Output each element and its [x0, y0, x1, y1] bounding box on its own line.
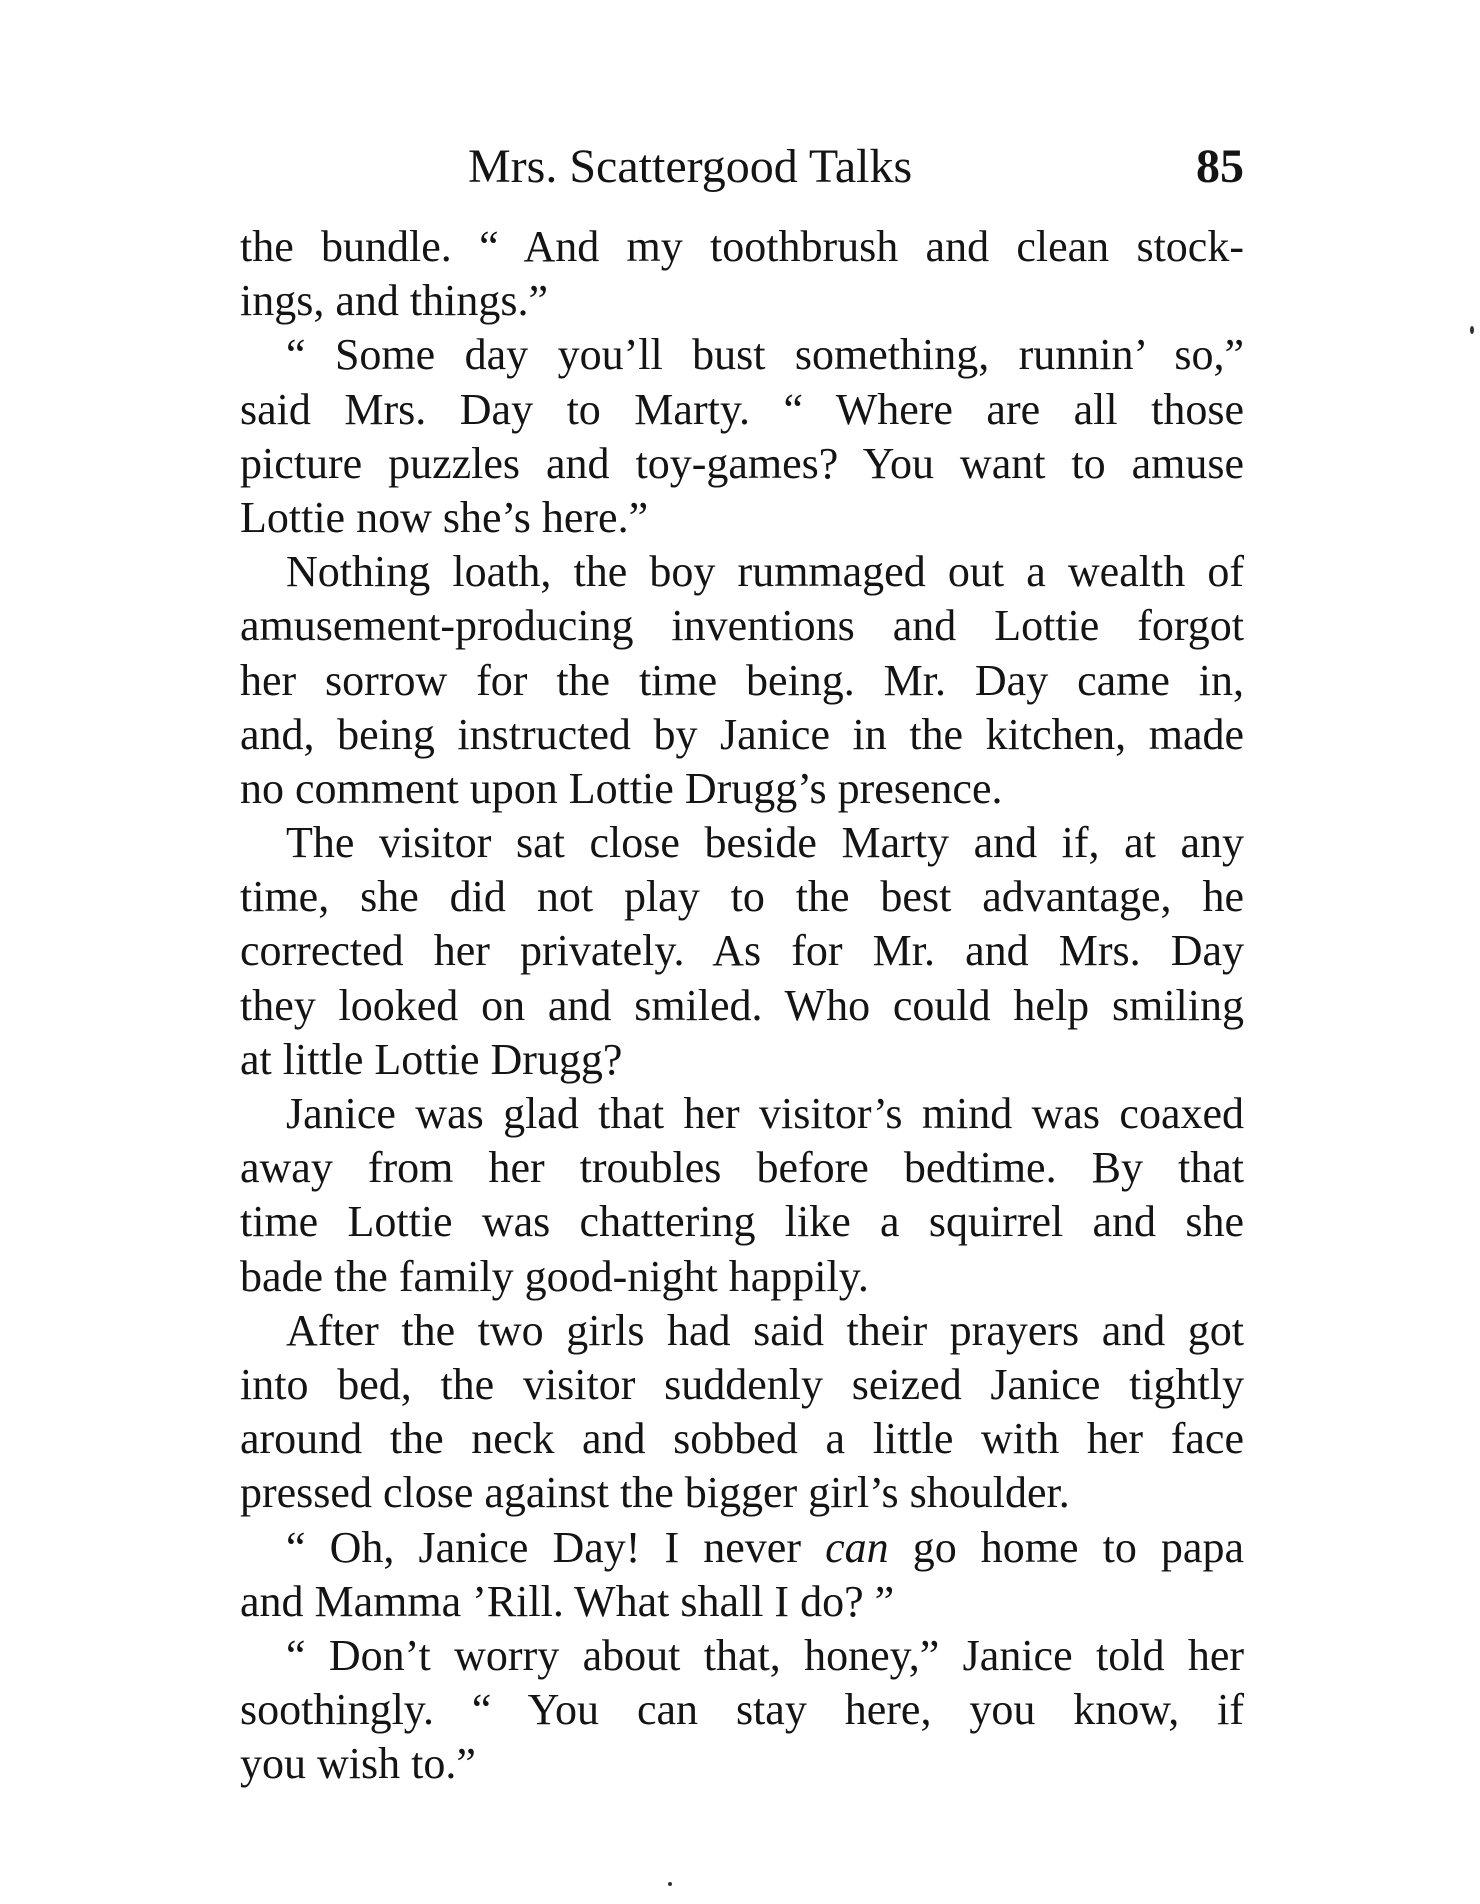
text-line: “ Don’t worry about that, honey,” Janice told her [286, 1630, 1244, 1680]
text-line: you wish to.” [240, 1739, 476, 1789]
text-line: around the neck and sobbed a little with her face [240, 1414, 1244, 1464]
text-line: her sorrow for the time being. Mr. Day came in, [240, 655, 1244, 705]
text-line: amusement-producing inventions and Lottie forgot [240, 601, 1244, 651]
body-text [240, 220, 1244, 1791]
scan-speck [1470, 326, 1474, 334]
text-line: “ Some day you’ll bust something, runnin’ so,” [286, 330, 1244, 380]
text-line: After the two girls had said their prayers and got [286, 1305, 1244, 1355]
text-line: Nothing loath, the boy rummaged out a wealth of [286, 547, 1244, 597]
text-line: The visitor sat close beside Marty and if, at any [286, 818, 1244, 868]
text-line: bade the family good-night happily. [240, 1251, 869, 1301]
running-head [240, 132, 1244, 202]
text-line: said Mrs. Day to Marty. “ Where are all those [240, 384, 1244, 434]
text-line: ings, and things.” [240, 276, 548, 326]
text-line: Janice was glad that her visitor’s mind was coaxed [286, 1089, 1244, 1138]
text-line: and, being instructed by Janice in the kitchen, made [240, 709, 1244, 759]
text-line: Lottie now she’s here.” [240, 492, 649, 542]
scan-speck [668, 1882, 672, 1886]
text-line: into bed, the visitor suddenly seized Janice tightly [240, 1359, 1244, 1409]
page-number: 85 [1196, 140, 1244, 193]
text-line: soothingly. “ You can stay here, you know, if [240, 1685, 1244, 1735]
running-title: Mrs. Scattergood Talks [468, 140, 913, 193]
emphasis: can [825, 1522, 889, 1572]
text-line: at little Lottie Drugg? [240, 1034, 623, 1084]
text-line: “ Oh, Janice Day! I never can go home to papa [286, 1522, 1244, 1572]
text-line: time Lottie was chattering like a squirrel and she [240, 1197, 1244, 1247]
text-line: pressed close against the bigger girl’s shoulder. [240, 1468, 1070, 1518]
text-line: the bundle. “ And my toothbrush and clean stock- [240, 222, 1244, 271]
text-line: no comment upon Lottie Drugg’s presence. [240, 763, 1003, 813]
text-line: corrected her privately. As for Mr. and Mrs. Day [240, 926, 1244, 976]
text-line: they looked on and smiled. Who could help smiling [240, 980, 1244, 1030]
text-line: and Mamma ’Rill. What shall I do? ” [240, 1576, 895, 1626]
text-line: time, she did not play to the best advantage, he [240, 872, 1244, 922]
text-line: away from her troubles before bedtime. By that [240, 1143, 1244, 1193]
text-line: picture puzzles and toy-games? You want to amuse [240, 438, 1244, 488]
